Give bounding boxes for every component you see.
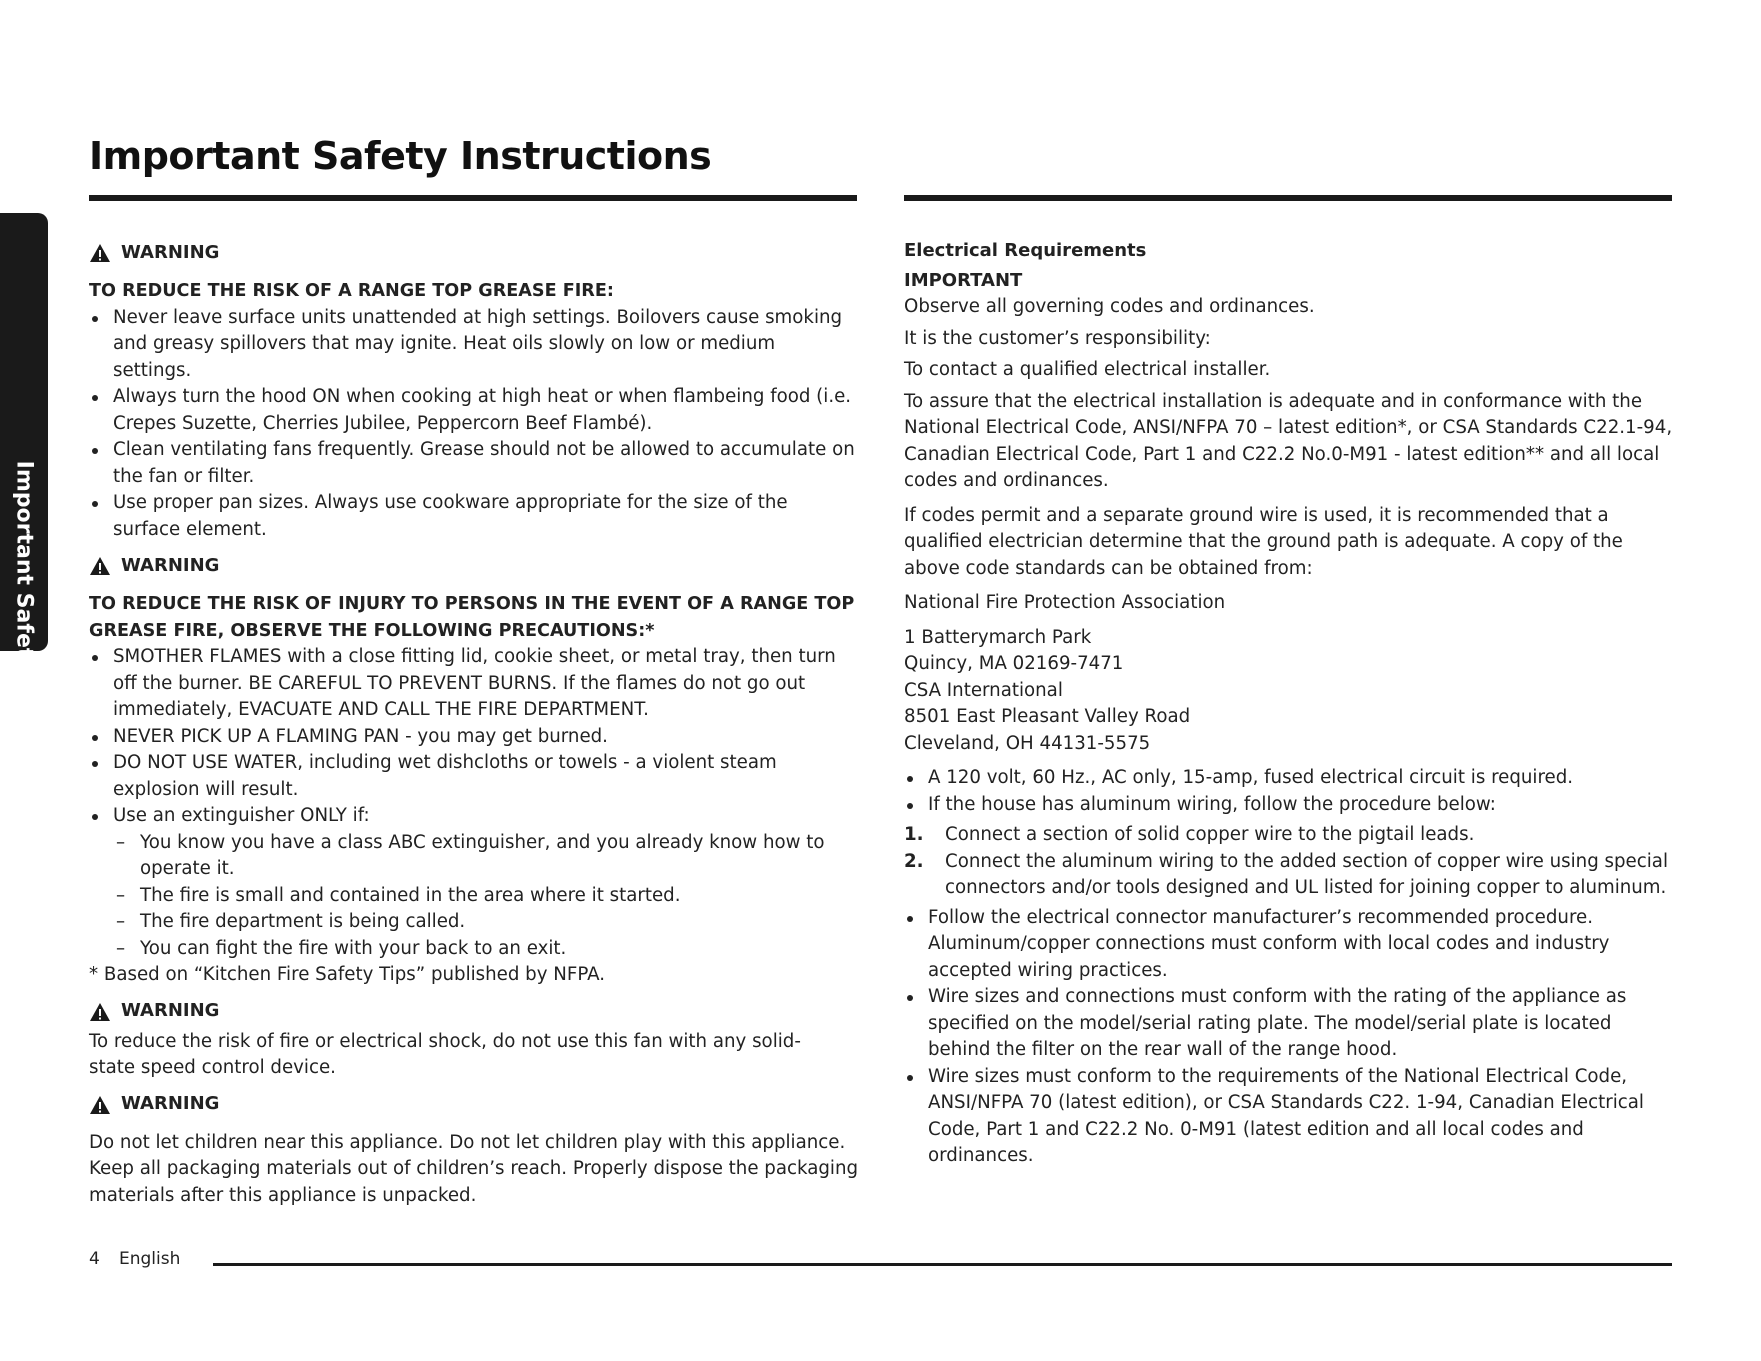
item-text: Connect a section of solid copper wire to the pigtail leads. [945, 824, 1475, 845]
warning-text: Do not let children near this appliance. Do not let children play with this appliance. Keep all packaging materials out of children’s reach. Properly dispose the packaging materials after this appliance is unpacked. [89, 1131, 859, 1206]
bullet-list [904, 765, 1676, 818]
numbered-item [904, 822, 1676, 849]
warning-label: WARNING [121, 1093, 220, 1115]
item-text: Connect the aluminum wiring to the added section of copper wire using special connectors and/or tools designed and UL listed for joining copper to aluminum. [945, 850, 1668, 898]
list-item: Wire sizes and connections must conform with the rating of the appliance as specified on the model/serial rating plate. The model/serial plate is located behind the filter on the rear wall of the range hood. [904, 984, 1676, 1064]
warning-header [89, 238, 859, 268]
list-item: Follow the electrical connector manufacturer’s recommended procedure. Aluminum/copper connections must conform with local codes and industry accepted wiring practices. [904, 905, 1676, 985]
warning-header [89, 997, 859, 1027]
list-item: A 120 volt, 60 Hz., AC only, 15-amp, fused electrical circuit is required. [904, 765, 1676, 792]
paragraph: Observe all governing codes and ordinances. [904, 296, 1315, 317]
section-heading: Electrical Requirements [904, 240, 1147, 261]
section-heading: TO REDUCE THE RISK OF A RANGE TOP GREASE FIRE: [89, 281, 614, 301]
warning-header [89, 1090, 859, 1120]
sub-list-item: – The fire department is being called. [113, 909, 859, 936]
list-item: NEVER PICK UP A FLAMING PAN - you may get burned. [89, 724, 859, 751]
warning-triangle-icon [89, 1002, 111, 1022]
item-number: 1. [904, 824, 924, 845]
warning-header [89, 551, 859, 581]
side-tab [0, 213, 48, 830]
list-item [89, 803, 859, 962]
list-item: If the house has aluminum wiring, follow the procedure below: [904, 792, 1676, 819]
list-item: DO NOT USE WATER, including wet dishcloths or towels - a violent steam explosion will result. [89, 750, 859, 803]
paragraph: It is the customer’s responsibility: [904, 327, 1211, 349]
side-tab-label: Important Safety Instructions [11, 460, 37, 830]
paragraph: To assure that the electrical installation is adequate and in conformance with the National Electrical Code, ANSI/NFPA 70 – latest edition*, or CSA Standards C22.1-94, Canadian Electrical Code, Part 1 and C22.2 No.0-M91 - latest edition** and all local codes and ordinances. [904, 390, 1673, 491]
item-number: 2. [904, 850, 924, 872]
title-rule-right [904, 195, 1672, 201]
list-item: Always turn the hood ON when cooking at high heat or when flambeing food (i.e. Crepes Suzette, Cherries Jubilee, Peppercorn Beef Flambé). [89, 384, 859, 437]
sub-list-item: – You can fight the fire with your back to an exit. [113, 936, 859, 963]
bullet-list [89, 305, 859, 544]
footnote: * Based on “Kitchen Fire Safety Tips” published by NFPA. [89, 964, 606, 985]
warning-label: WARNING [121, 1000, 220, 1022]
warning-text: To reduce the risk of fire or electrical shock, do not use this fan with any solid-state speed control device. [89, 1030, 801, 1078]
important-label: IMPORTANT [904, 269, 1023, 291]
page-number: 4 [89, 1249, 100, 1269]
list-item: Never leave surface units unattended at high settings. Boilovers cause smoking and greasy spillovers that may ignite. Heat oils slowly on low or medium settings. [89, 305, 859, 385]
title-rule-left [89, 195, 857, 201]
address-line: Cleveland, OH 44131-5575 [904, 732, 1151, 754]
page-title: Important Safety Instructions [89, 134, 712, 178]
footer-rule [213, 1263, 1672, 1266]
right-column [904, 238, 1676, 1170]
numbered-list [904, 822, 1676, 902]
address-line: CSA International [904, 679, 1063, 701]
section-heading: TO REDUCE THE RISK OF INJURY TO PERSONS IN THE EVENT OF A RANGE TOP GREASE FIRE, OBSERVE THE FOLLOWING PRECAUTIONS:* [89, 594, 855, 641]
page-language: English [119, 1249, 181, 1269]
address-block [904, 625, 1676, 758]
address-line: 8501 East Pleasant Valley Road [904, 706, 1191, 727]
paragraph: To contact a qualified electrical installer. [904, 359, 1271, 380]
warning-label: WARNING [121, 554, 220, 576]
numbered-item [904, 849, 1676, 902]
address-line: Quincy, MA 02169-7471 [904, 653, 1124, 674]
sub-list-item: – The fire is small and contained in the area where it started. [113, 883, 859, 910]
warning-triangle-icon [89, 243, 111, 263]
address-line: 1 Batterymarch Park [904, 626, 1092, 648]
sub-list-item: – You know you have a class ABC extinguisher, and you already know how to operate it. [113, 830, 859, 883]
list-item: Wire sizes must conform to the requirements of the National Electrical Code, ANSI/NFPA 70 (latest edition), or CSA Standards C22. 1-94, Canadian Electrical Code, Part 1 and C22.2 No. 0-M91 (latest edition and all local codes and ordinances. [904, 1064, 1676, 1170]
sub-list [113, 830, 859, 963]
warning-triangle-icon [89, 556, 111, 576]
list-item: SMOTHER FLAMES with a close fitting lid, cookie sheet, or metal tray, then turn off the burner. BE CAREFUL TO PREVENT BURNS. If the flames do not go out immediately, EVACUATE AND CALL THE FIRE DEPARTMENT. [89, 644, 859, 724]
list-item: Clean ventilating fans frequently. Grease should not be allowed to accumulate on the fan or filter. [89, 437, 859, 490]
list-item-text: Use an extinguisher ONLY if: [113, 805, 370, 826]
bullet-list [904, 905, 1676, 1170]
paragraph: National Fire Protection Association [904, 592, 1226, 613]
warning-triangle-icon [89, 1095, 111, 1115]
paragraph: If codes permit and a separate ground wire is used, it is recommended that a qualified electrician determine that the ground path is adequate. A copy of the above code standards can be obtained from: [904, 504, 1623, 579]
left-column [89, 238, 859, 1209]
warning-label: WARNING [121, 241, 220, 263]
list-item: Use proper pan sizes. Always use cookware appropriate for the size of the surface element. [89, 490, 859, 543]
bullet-list [89, 644, 859, 962]
